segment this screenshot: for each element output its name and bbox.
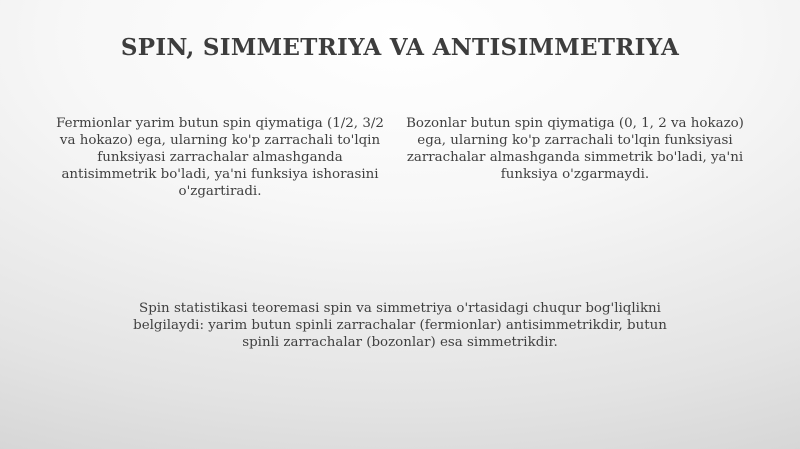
bosons-paragraph: Bozonlar butun spin qiymatiga (0, 1, 2 va hokazo) ega, ularning ko'p zarrachali to'lqin funksiyasi zarrachalar almashganda simmetrik bo'ladi, ya'ni funksiya o'zgarmaydi. (406, 116, 744, 182)
fermions-paragraph: Fermionlar yarim butun spin qiymatiga (1/2, 3/2 va hokazo) ega, ularning ko'p zarrachali to'lqin funksiyasi zarrachalar almashganda antisimmetrik bo'ladi, ya'ni funksiya ishorasini o'zgartiradi. (56, 116, 384, 199)
spin-statistics-paragraph: Spin statistikasi teoremasi spin va simmetriya o'rtasidagi chuqur bog'liqlikni belgilaydi: yarim butun spinli zarrachalar (fermionlar) antisimmetrikdir, butun spinli zarrachalar (bozonlar) esa simmetrikdir. (133, 301, 667, 350)
slide-title: SPIN, SIMMETRIYA VA ANTISIMMETRIYA (120, 34, 680, 61)
